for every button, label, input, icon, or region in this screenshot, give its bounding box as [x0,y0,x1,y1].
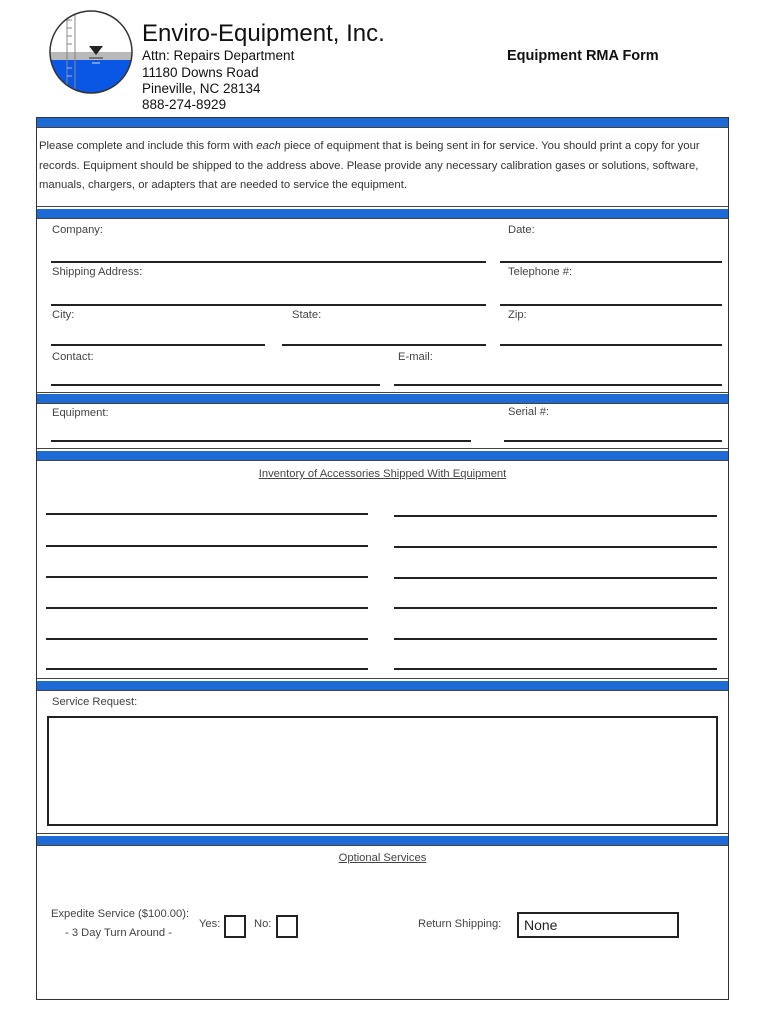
expedite-label: Expedite Service ($100.00): [51,908,190,920]
intro-line-2: records. Equipment should be shipped to the address above. Please provide any necessary calibration gases or solutions, software, [39,159,699,172]
inventory-title: Inventory of Accessories Shipped With Equipment [258,468,507,480]
state-input-line[interactable] [282,344,486,346]
email-label: E-mail: [398,351,433,363]
intro-paragraph [39,137,727,196]
serial-input-line[interactable] [504,440,722,442]
yes-checkbox[interactable] [224,915,246,938]
equipment-label: Equipment: [52,407,109,419]
shipping-address-input-line[interactable] [51,304,486,306]
address-city: Pineville, NC 28134 [142,81,261,96]
service-request-textarea[interactable] [47,716,718,826]
zip-input-line[interactable] [500,344,722,346]
return-shipping-select[interactable]: None [517,912,679,938]
inventory-line[interactable] [394,515,717,517]
serial-label: Serial #: [508,406,550,418]
city-input-line[interactable] [51,344,265,346]
telephone-input-line[interactable] [500,304,722,306]
address-phone: 888-274-8929 [142,97,227,112]
divider [37,127,728,128]
divider [37,833,728,834]
contact-input-line[interactable] [51,384,380,386]
inventory-line[interactable] [46,607,368,609]
state-label: State: [292,309,322,321]
inventory-line[interactable] [46,638,368,640]
inventory-line[interactable] [394,638,717,640]
divider [37,845,728,846]
divider [37,448,728,449]
address-street: 11180 Downs Road [142,65,259,80]
equipment-input-line[interactable] [51,440,471,442]
section-bar [37,394,728,403]
shipping-address-label: Shipping Address: [52,266,143,278]
form-title: Equipment RMA Form [507,48,659,64]
divider [37,206,728,207]
section-bar [37,451,728,460]
section-bar [37,118,728,127]
inventory-line[interactable] [394,577,717,579]
inventory-line[interactable] [394,607,717,609]
divider [37,690,728,691]
city-label: City: [52,309,75,321]
email-input-line[interactable] [394,384,722,386]
divider [37,460,728,461]
inventory-line[interactable] [394,546,717,548]
no-label: No: [254,918,272,930]
company-logo [49,10,133,94]
return-shipping-label: Return Shipping: [418,918,502,930]
company-label: Company: [52,224,103,236]
service-request-label: Service Request: [52,696,138,708]
address-attn: Attn: Repairs Department [142,48,295,63]
section-bar [37,836,728,845]
optional-services-title: Optional Services [338,852,427,864]
divider [37,218,728,219]
intro-line-3: manuals, chargers, or adapters that are needed to service the equipment. [39,179,407,191]
intro-line-1: Please complete and include this form with each piece of equipment that is being sent in for service. You should print a copy for your [39,140,700,152]
section-bar [37,209,728,218]
inventory-line[interactable] [46,576,368,578]
divider [37,678,728,679]
inventory-line[interactable] [46,545,368,547]
date-input-line[interactable] [500,261,722,263]
inventory-line[interactable] [394,668,717,670]
zip-label: Zip: [508,309,527,321]
inventory-line[interactable] [46,513,368,515]
section-bar [37,681,728,690]
divider [37,403,728,404]
company-input-line[interactable] [51,261,486,263]
divider [37,392,728,393]
no-checkbox[interactable] [276,915,298,938]
date-label: Date: [508,224,535,236]
inventory-line[interactable] [46,668,368,670]
contact-label: Contact: [52,351,94,363]
turnaround-label: - 3 Day Turn Around - [65,927,172,939]
form-frame [36,117,729,1000]
telephone-label: Telephone #: [508,266,573,278]
yes-label: Yes: [199,918,221,930]
company-name: Enviro-Equipment, Inc. [142,20,385,47]
